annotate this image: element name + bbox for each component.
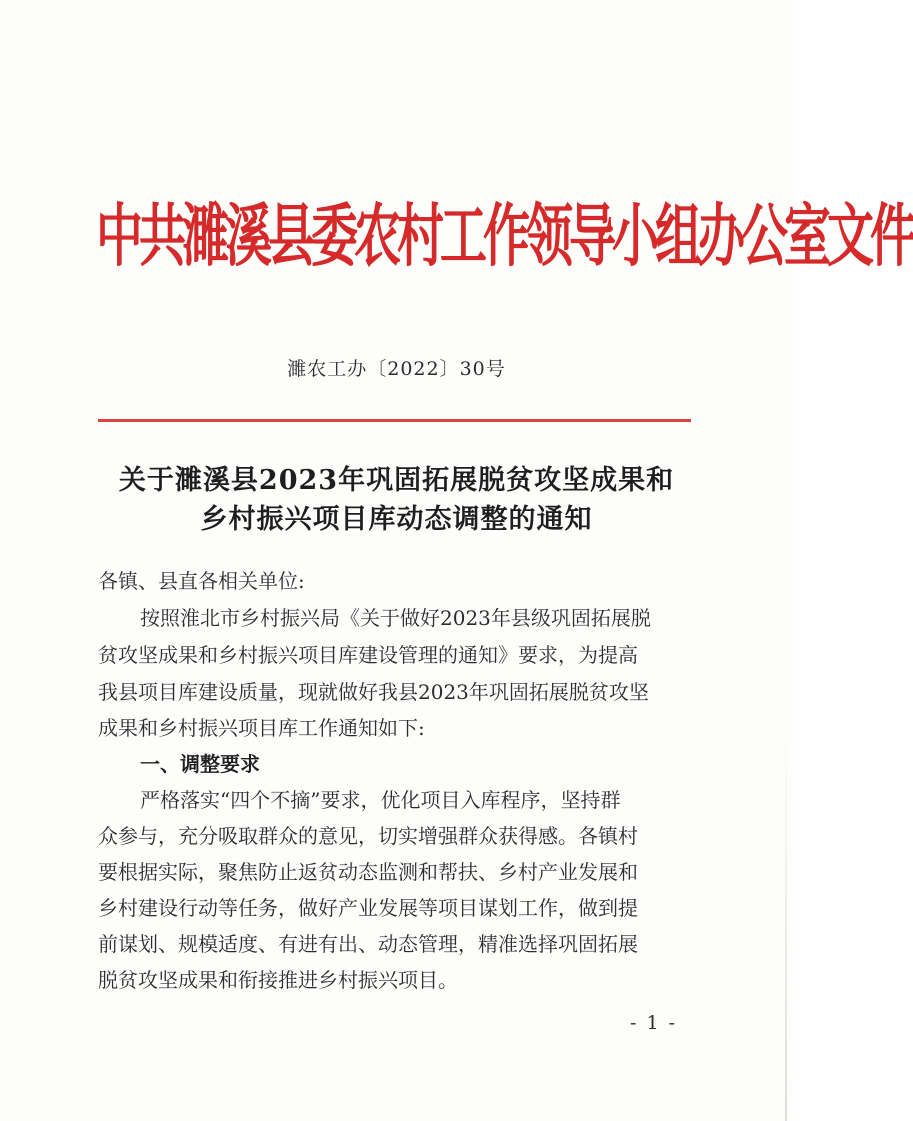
notice-title-line-2: 乡村振兴项目库动态调整的通知 bbox=[200, 504, 593, 535]
paragraph-2-line-3: 要根据实际，聚焦防止返贫动态监测和帮扶、乡村产业发展和 bbox=[98, 860, 638, 884]
paragraph-1-line-3: 我县项目库建设质量，现就做好我县2023年巩固拓展脱贫攻坚 bbox=[98, 680, 649, 704]
document-masthead: 中共濉溪县委农村工作领导小组办公室文件 bbox=[96, 196, 913, 277]
scan-edge-shadow bbox=[785, 720, 787, 1121]
section-1-heading: 一、调整要求 bbox=[140, 752, 260, 776]
notice-title-line-1: 关于濉溪县2023年巩固拓展脱贫攻坚成果和 bbox=[118, 465, 675, 496]
paragraph-2-line-1: 严格落实“四个不摘”要求，优化项目入库程序，坚持群 bbox=[140, 788, 621, 812]
page-number: - 1 - bbox=[630, 1012, 678, 1034]
red-divider-line bbox=[98, 419, 691, 422]
paragraph-2-line-6: 脱贫攻坚成果和衔接推进乡村振兴项目。 bbox=[98, 968, 458, 992]
paragraph-1-line-1: 按照淮北市乡村振兴局《关于做好2023年县级巩固拓展脱 bbox=[140, 606, 651, 630]
document-number: 濉农工办〔2022〕30号 bbox=[287, 358, 506, 380]
paragraph-2-line-4: 乡村建设行动等任务，做好产业发展等项目谋划工作，做到提 bbox=[98, 896, 638, 920]
paragraph-2-line-2: 众参与，充分吸取群众的意见，切实增强群众获得感。各镇村 bbox=[98, 824, 638, 848]
salutation: 各镇、县直各相关单位: bbox=[98, 569, 305, 593]
paragraph-2-line-5: 前谋划、规模适度、有进有出、动态管理，精准选择巩固拓展 bbox=[98, 932, 638, 956]
paragraph-1-line-2: 贫攻坚成果和乡村振兴项目库建设管理的通知》要求，为提高 bbox=[98, 643, 638, 667]
paragraph-1-line-4: 成果和乡村振兴项目库工作通知如下: bbox=[98, 716, 425, 740]
